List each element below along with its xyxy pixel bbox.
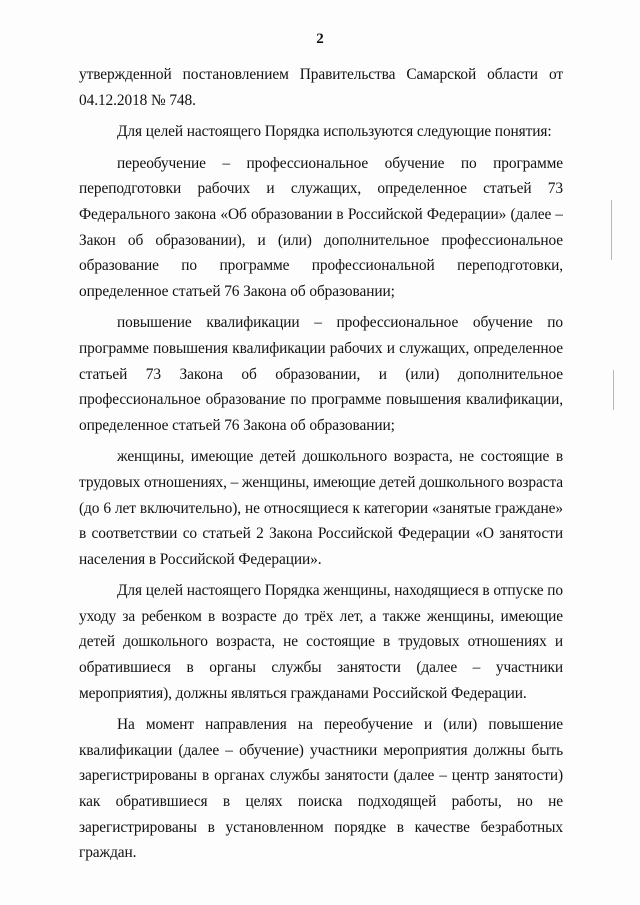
text-line: женщины, имеющие детей дошкольного возраста, не состоящие в <box>117 448 563 466</box>
text-line: как обратившиеся в целях поиска подходящей работы, но не <box>79 793 563 811</box>
text-line: мероприятия), должны являться гражданами Российской Федерации. <box>79 684 527 702</box>
text-line: статьей 73 Закона об образовании, и (или) дополнительное <box>79 365 563 383</box>
text-line: переподготовки рабочих и служащих, определенное статьей 73 <box>79 180 563 198</box>
text-line: определенное статьей 76 Закона об образовании; <box>79 416 395 434</box>
text-line: Для целей настоящего Порядка используются следующие понятия: <box>117 123 552 141</box>
paragraph-intro-continuation <box>79 62 563 113</box>
text-line: Федерального закона «Об образовании в Российской Федерации» (далее – <box>79 205 563 223</box>
paragraph-qualification-definition <box>79 310 563 438</box>
text-line: (до 6 лет включительно), не относящиеся к категории «занятые граждане» <box>79 499 563 517</box>
text-line: зарегистрированы в органах службы занятости (далее – центр занятости) <box>79 767 563 785</box>
text-line: На момент направления на переобучение и (или) повышение <box>117 716 563 734</box>
document-body <box>79 62 563 866</box>
paragraph-women-definition <box>79 444 563 572</box>
text-line: зарегистрированы в установленном порядке в качестве безработных <box>79 818 563 836</box>
text-line: профессиональное образование по программе повышения квалификации, <box>79 391 563 409</box>
text-line: обратившиеся в органы службы занятости (далее – участники <box>79 659 563 677</box>
text-line: образование по программе профессиональной переподготовки, <box>79 257 563 275</box>
paragraph-participants <box>79 578 563 706</box>
text-line: граждан. <box>79 844 137 862</box>
page-number: 2 <box>316 31 324 47</box>
paragraph-registration <box>79 712 563 866</box>
paragraph-definitions-intro <box>79 119 563 145</box>
text-line: Закон об образовании), и (или) дополнительное профессиональное <box>79 231 563 249</box>
text-line: квалификации (далее – обучение) участники мероприятия должны быть <box>79 741 563 759</box>
text-line: детей дошкольного возраста, не состоящие в трудовых отношениях и <box>79 633 563 651</box>
text-line: утвержденной постановлением Правительства Самарской области от <box>79 66 563 83</box>
text-line: программе повышения квалификации рабочих и служащих, определенное <box>79 339 563 357</box>
paragraph-retraining-definition <box>79 151 563 305</box>
text-line: в соответствии со статьей 2 Закона Российской Федерации «О занятости <box>79 525 563 543</box>
text-line: трудовых отношениях, – женщины, имеющие детей дошкольного возраста <box>79 473 563 491</box>
text-line: повышение квалификации – профессиональное обучение по <box>117 314 563 332</box>
scan-edge-mark <box>611 200 612 260</box>
text-line: уходу за ребенком в возрасте до трёх лет, а также женщины, имеющие <box>79 607 563 625</box>
text-line: переобучение – профессиональное обучение по программе <box>117 154 563 172</box>
text-line: населения в Российской Федерации». <box>79 550 322 568</box>
text-line: 04.12.2018 № 748. <box>79 91 196 109</box>
scan-edge-mark <box>613 370 614 410</box>
text-line: Для целей настоящего Порядка женщины, находящиеся в отпуске по <box>117 582 563 600</box>
text-line: определенное статьей 76 Закона об образовании; <box>79 282 395 300</box>
